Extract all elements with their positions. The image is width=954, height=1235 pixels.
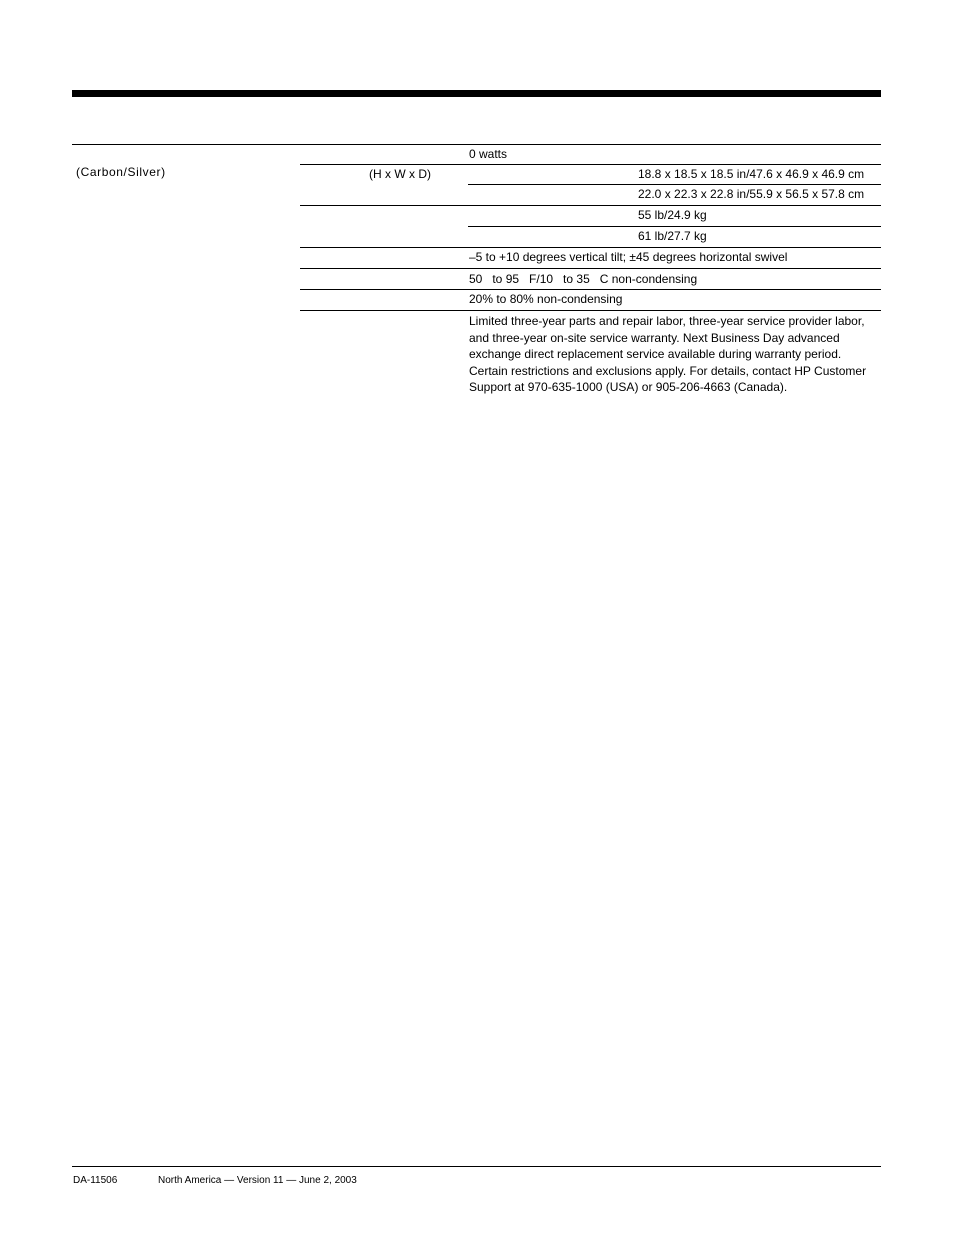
row-divider	[300, 247, 881, 248]
footer-divider	[72, 1166, 881, 1167]
spec-humidity: 20% to 80% non-condensing	[469, 292, 623, 306]
spec-dimensions-unpacked: 18.8 x 18.5 x 18.5 in/47.6 x 46.9 x 46.9 cm	[638, 167, 865, 181]
spec-tilt-swivel: –5 to +10 degrees vertical tilt; ±45 degrees horizontal swivel	[469, 250, 788, 264]
spec-dimensions-label: (H x W x D)	[369, 167, 431, 181]
row-divider	[300, 205, 881, 206]
row-divider	[300, 164, 881, 165]
spec-temperature: 50 to 95 F/10 to 35 C non-condensing	[469, 272, 698, 286]
row-divider	[468, 226, 881, 227]
row-divider	[300, 289, 881, 290]
row-divider	[300, 268, 881, 269]
spec-dimensions-packed: 22.0 x 22.3 x 22.8 in/55.9 x 56.5 x 57.8 cm	[638, 187, 865, 201]
footer-version-info: North America — Version 11 — June 2, 2003	[158, 1175, 357, 1186]
section-divider	[72, 144, 881, 145]
header-bar	[72, 90, 881, 97]
spec-warranty: Limited three-year parts and repair labor, three-year service provider labor, and three-year on-site service warranty. Next Business Day advanced exchange direct replacement service available during warranty period. Certain restrictions and exclusions apply. For details, contact HP Customer Support at 970-635-1000 (USA) or 905-206-4663 (Canada).	[469, 314, 867, 394]
spec-weight-packed: 61 lb/27.7 kg	[638, 229, 707, 243]
row-divider	[468, 184, 881, 185]
row-divider	[300, 310, 881, 311]
spec-power-value: 0 watts	[469, 147, 508, 161]
footer-doc-id: DA-11506	[73, 1175, 118, 1186]
spec-weight-unpacked: 55 lb/24.9 kg	[638, 208, 707, 222]
product-label: (Carbon/Silver)	[76, 165, 166, 179]
